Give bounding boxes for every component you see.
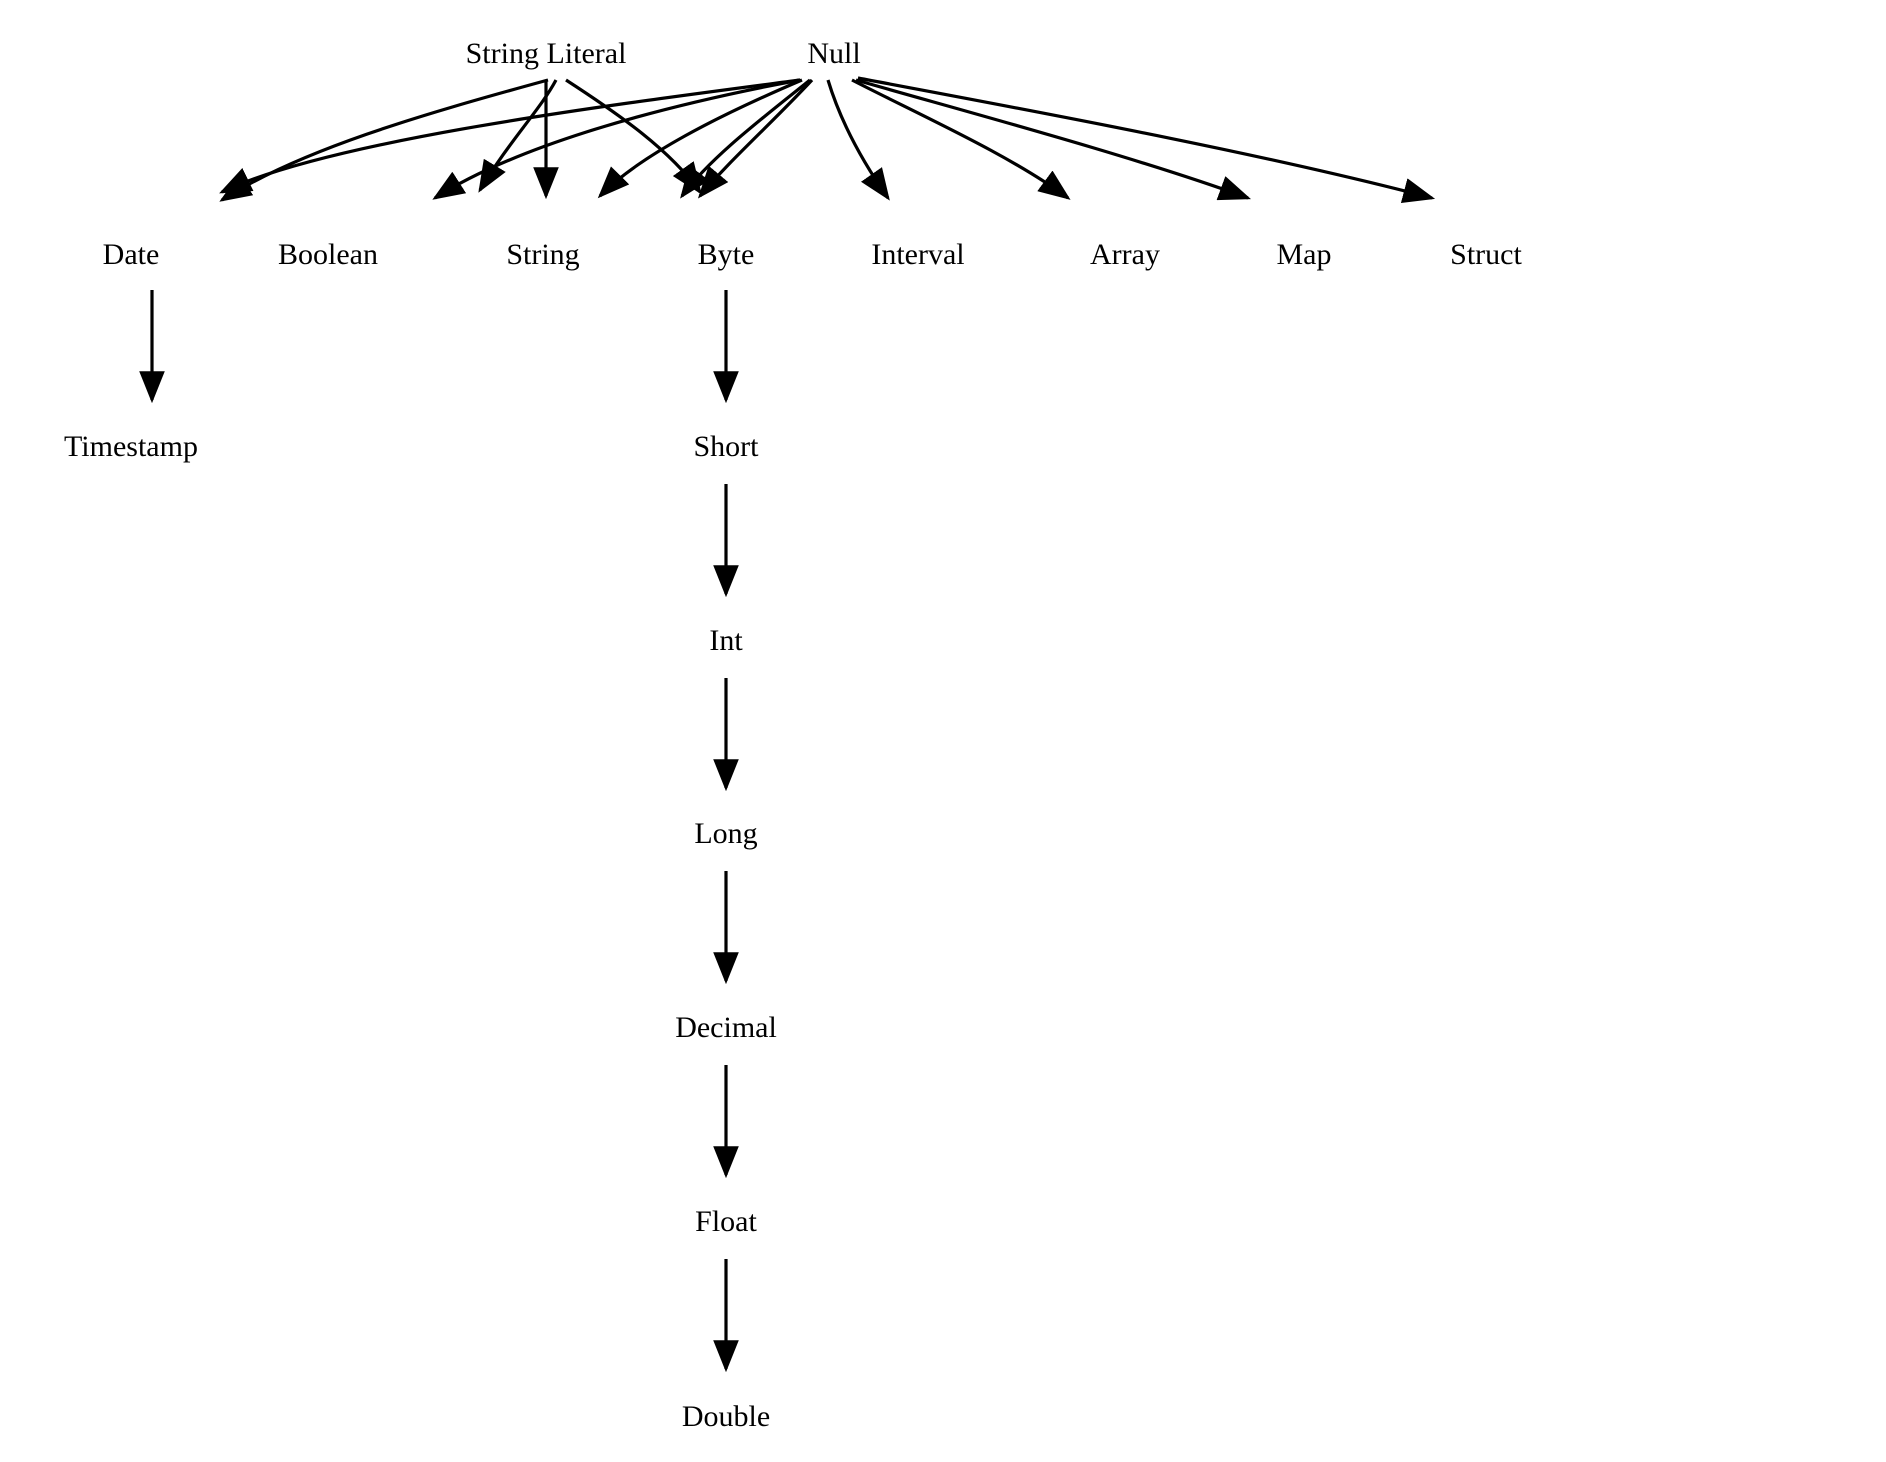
node-map: Map [1276,238,1332,271]
node-short: Short [693,430,759,463]
node-string: String [506,238,580,271]
edge-string_literal-to-date [222,80,548,200]
edge-null-to-interval [828,80,888,198]
node-array: Array [1090,238,1160,271]
edge-null-to-struct [858,78,1432,198]
node-date: Date [102,238,160,271]
node-boolean: Boolean [278,238,378,271]
node-string_literal: String Literal [465,37,627,70]
edge-null-to-map [856,80,1248,198]
node-float: Float [695,1205,757,1238]
node-decimal: Decimal [675,1011,777,1044]
node-struct: Struct [1450,238,1522,271]
edge-null-to-byte [682,80,810,196]
node-null: Null [807,37,861,70]
edges-group [152,78,1432,1369]
node-double: Double [681,1400,771,1433]
node-byte: Byte [697,238,755,271]
node-long: Long [694,817,758,850]
edge-null-to-string [600,80,802,196]
node-int: Int [709,624,743,657]
node-interval: Interval [871,238,965,271]
node-timestamp: Timestamp [64,430,198,463]
